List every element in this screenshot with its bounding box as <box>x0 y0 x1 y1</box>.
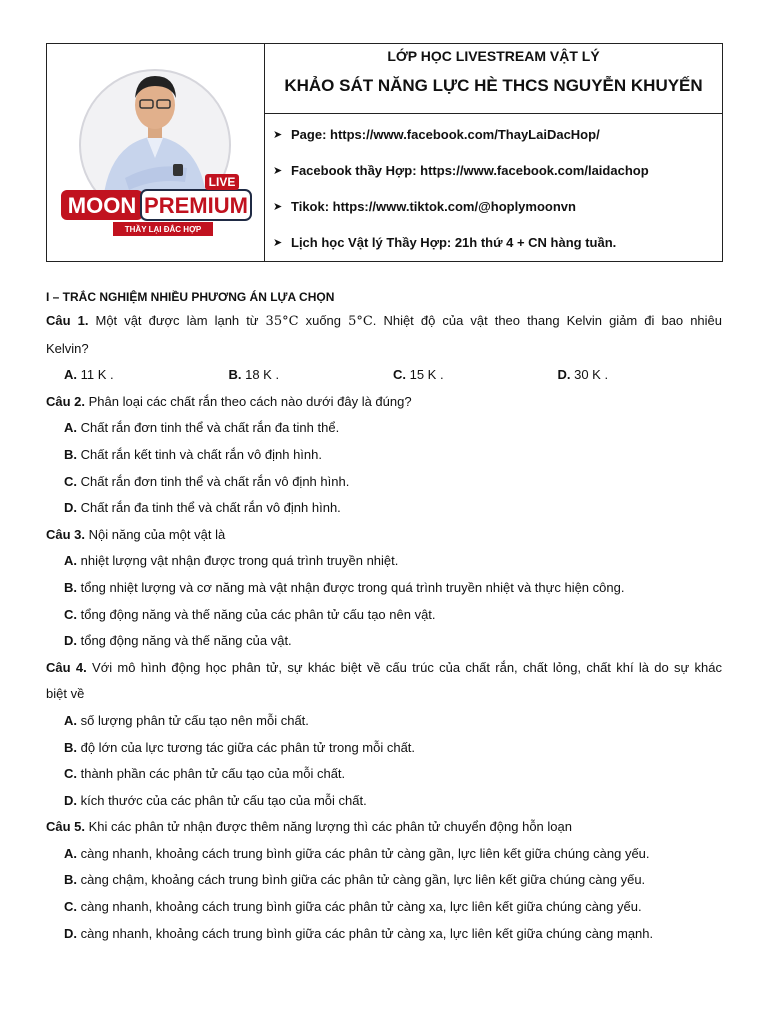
option-label: C. <box>64 606 77 622</box>
logo-subtitle-text: THẦY LẠI ĐẮC HỢP <box>124 225 202 234</box>
option-d[interactable] <box>46 921 722 948</box>
option-a[interactable] <box>64 362 229 389</box>
facebook-link-line[interactable] <box>273 152 718 188</box>
section-title: I – TRẮC NGHIỆM NHIỀU PHƯƠNG ÁN LỰA CHỌN <box>46 290 335 304</box>
option-b[interactable] <box>46 575 722 602</box>
option-text: kích thước của các phân tử cấu tạo của mỗi chất. <box>77 792 367 808</box>
question-4 <box>46 655 722 682</box>
option-text: 15 K . <box>406 367 444 383</box>
option-label: D. <box>557 367 571 383</box>
option-label: A. <box>64 420 77 436</box>
question-2 <box>46 389 722 416</box>
arrow-bullet-icon: ➤ <box>273 164 283 177</box>
question-1 <box>46 308 722 336</box>
question-number: Câu 4. <box>46 659 87 675</box>
option-c[interactable] <box>46 894 722 921</box>
option-a[interactable] <box>46 841 722 868</box>
option-label: A. <box>64 712 77 728</box>
option-text: Chất rắn đơn tinh thể và chất rắn vô định hình. <box>77 473 350 489</box>
tiktok-link-text[interactable]: Tikok: https://www.tiktok.com/@hoplymoonvn <box>291 198 576 214</box>
option-label: D. <box>64 925 77 941</box>
question-4-cont: biệt về <box>46 686 85 702</box>
schedule-text: Lịch học Vật lý Thầy Hợp: 21h thứ 4 + CN hàng tuần. <box>291 234 617 250</box>
facebook-link-text[interactable]: Facebook thầy Hợp: https://www.facebook.com/laidachop <box>291 162 649 178</box>
option-a[interactable] <box>46 708 722 735</box>
question-text: . Nhiệt độ của vật theo thang Kelvin giảm đi bao nhiêu <box>372 313 722 328</box>
option-d[interactable] <box>46 788 722 815</box>
header-title-line2: KHẢO SÁT NĂNG LỰC HÈ THCS NGUYỄN KHUYẾN <box>284 76 703 95</box>
header-table <box>46 43 723 262</box>
option-label: B. <box>64 446 77 462</box>
option-text: tổng động năng và thế năng của các phân tử cấu tạo nên vật. <box>77 606 436 622</box>
option-text: càng nhanh, khoảng cách trung bình giữa các phân tử càng xa, lực liên kết giữa chúng càng mạnh. <box>77 925 654 941</box>
question-3 <box>46 522 722 549</box>
option-text: tổng động năng và thế năng của vật. <box>77 633 292 649</box>
option-label: C. <box>393 367 406 383</box>
option-label: B. <box>64 872 77 888</box>
header-links <box>273 116 718 260</box>
option-label: C. <box>64 766 77 782</box>
option-d[interactable] <box>558 362 723 389</box>
option-text: số lượng phân tử cấu tạo nên mỗi chất. <box>77 712 309 728</box>
question-number: Câu 2. <box>46 393 86 409</box>
header-title-row <box>265 44 722 114</box>
arrow-bullet-icon: ➤ <box>273 200 283 213</box>
option-label: C. <box>64 899 77 915</box>
option-text: tổng nhiệt lượng và cơ năng mà vật nhận được trong quá trình truyền nhiệt và thực hiện công. <box>77 579 625 595</box>
question-number: Câu 5. <box>46 819 86 835</box>
logo-premium-text: PREMIUM <box>144 193 248 218</box>
logo-moon-text: MOON <box>67 193 137 218</box>
option-text: 18 K . <box>241 367 280 383</box>
option-c[interactable] <box>46 602 722 629</box>
option-label: D. <box>64 633 77 649</box>
question-text: Phân loại các chất rắn theo cách nào dưới đây là đúng? <box>85 393 412 409</box>
option-b[interactable] <box>46 867 722 894</box>
question-5 <box>46 814 722 841</box>
schedule-line <box>273 224 718 260</box>
option-c[interactable] <box>393 362 558 389</box>
option-b[interactable] <box>229 362 394 389</box>
option-text: nhiệt lượng vật nhận được trong quá trình truyền nhiệt. <box>77 553 399 569</box>
option-d[interactable] <box>46 628 722 655</box>
exam-content <box>46 286 722 947</box>
option-a[interactable] <box>46 548 722 575</box>
tiktok-link-line[interactable] <box>273 188 718 224</box>
temperature-value: 5 <box>348 314 357 329</box>
option-text: thành phần các phân tử cấu tạo của mỗi chất. <box>77 766 346 782</box>
option-label: A. <box>64 553 77 569</box>
option-text: Chất rắn đa tinh thể và chất rắn vô định hình. <box>77 500 341 516</box>
option-text: Chất rắn đơn tinh thể và chất rắn đa tinh thể. <box>77 420 340 436</box>
temperature-value: 35 <box>265 314 283 329</box>
question-text: Khi các phân tử nhận được thêm năng lượng thì các phân tử chuyển động hỗn loạn <box>85 819 572 835</box>
arrow-bullet-icon: ➤ <box>273 128 283 141</box>
option-b[interactable] <box>46 442 722 469</box>
option-label: B. <box>228 367 242 383</box>
header-info-cell <box>265 44 722 261</box>
option-label: D. <box>64 792 77 808</box>
question-number: Câu 1. <box>46 313 89 328</box>
option-text: càng nhanh, khoảng cách trung bình giữa các phân tử càng xa, lực liên kết giữa chúng càng yếu. <box>77 899 642 915</box>
logo-live-text: LIVE <box>208 175 236 189</box>
question-1-cont: Kelvin? <box>46 340 89 356</box>
option-text: 30 K . <box>570 367 609 383</box>
header-title-line1: LỚP HỌC LIVESTREAM VẬT LÝ <box>387 48 600 64</box>
option-label: D. <box>64 500 77 516</box>
option-text: 11 K . <box>77 367 114 383</box>
degree-unit: °C <box>356 314 373 329</box>
option-label: B. <box>64 739 77 755</box>
question-text: Nội năng của một vật là <box>85 526 226 542</box>
option-label: B. <box>64 579 77 595</box>
option-text: Chất rắn kết tinh và chất rắn vô định hình. <box>77 446 322 462</box>
option-label: A. <box>64 367 77 383</box>
option-text: càng chậm, khoảng cách trung bình giữa các phân tử càng gần, lực liên kết giữa chúng càng yếu. <box>77 872 646 888</box>
page-link-text[interactable]: Page: https://www.facebook.com/ThayLaiDacHop/ <box>291 126 600 142</box>
logo-cell <box>47 44 265 261</box>
page-link-line[interactable] <box>273 116 718 152</box>
arrow-bullet-icon: ➤ <box>273 236 283 249</box>
option-label: C. <box>64 473 77 489</box>
question-text: Với mô hình động học phân tử, sự khác biệt về cấu trúc của chất rắn, chất lỏng, chất khí là do sự khác <box>86 659 723 675</box>
option-c[interactable] <box>46 761 722 788</box>
option-b[interactable] <box>46 735 722 762</box>
question-text: xuống <box>298 313 349 328</box>
option-text: càng nhanh, khoảng cách trung bình giữa các phân tử càng gần, lực liên kết giữa chúng càng yếu. <box>77 845 650 861</box>
question-text: Một vật được làm lạnh từ <box>88 313 266 328</box>
option-d[interactable] <box>46 495 722 522</box>
question-1-options <box>46 362 722 389</box>
option-a[interactable] <box>46 415 722 442</box>
degree-unit: °C <box>282 314 299 329</box>
moon-premium-logo <box>55 50 255 250</box>
question-number: Câu 3. <box>46 526 86 542</box>
option-c[interactable] <box>46 469 722 496</box>
option-text: độ lớn của lực tương tác giữa các phân tử trong mỗi chất. <box>77 739 416 755</box>
option-label: A. <box>64 845 77 861</box>
